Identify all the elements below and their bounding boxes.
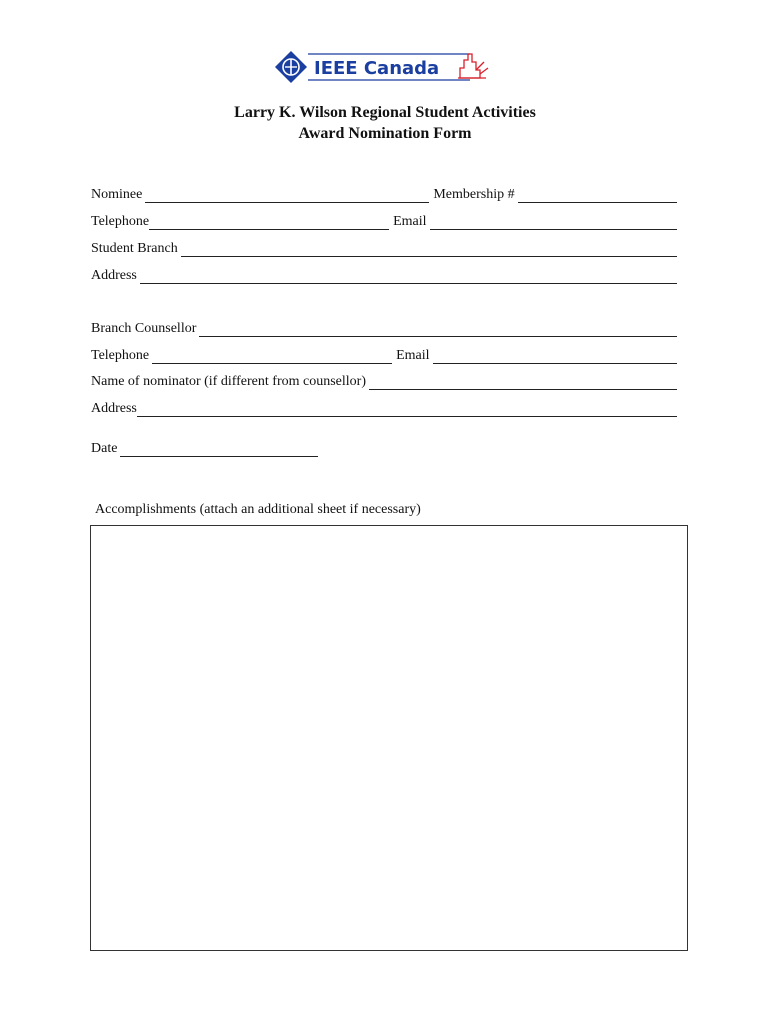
accomplishments-label: Accomplishments (attach an additional sheet if necessary) bbox=[95, 502, 421, 517]
nominator-row bbox=[91, 372, 677, 390]
counsellor-telephone-field[interactable] bbox=[152, 350, 392, 364]
date-label: Date bbox=[91, 441, 118, 456]
nominee-email-field[interactable] bbox=[430, 216, 677, 230]
date-field[interactable] bbox=[120, 443, 318, 457]
membership-label: Membership # bbox=[433, 187, 515, 202]
nominee-address-field[interactable] bbox=[140, 270, 677, 284]
accomplishments-box[interactable] bbox=[90, 525, 688, 951]
counsellor-address-row bbox=[91, 399, 677, 417]
ieee-canada-logo bbox=[272, 48, 496, 86]
branch-counsellor-label: Branch Counsellor bbox=[91, 321, 197, 336]
nominee-telephone-field[interactable] bbox=[149, 216, 389, 230]
nominee-telephone-row bbox=[91, 212, 677, 230]
nominee-address-label: Address bbox=[91, 268, 137, 283]
student-branch-row bbox=[91, 239, 677, 257]
branch-counsellor-row bbox=[91, 319, 677, 337]
counsellor-address-field[interactable] bbox=[137, 403, 677, 417]
nominee-label: Nominee bbox=[91, 187, 143, 202]
form-title-line2: Award Nomination Form bbox=[298, 125, 472, 142]
counsellor-address-label: Address bbox=[91, 401, 137, 416]
counsellor-telephone-label: Telephone bbox=[91, 348, 150, 363]
nominee-telephone-label: Telephone bbox=[91, 214, 150, 229]
logo-text: IEEE Canada bbox=[314, 58, 440, 79]
counsellor-email-field[interactable] bbox=[433, 350, 677, 364]
maple-leaf-icon bbox=[458, 54, 488, 78]
nominator-field[interactable] bbox=[369, 376, 677, 390]
nominee-row bbox=[91, 185, 677, 203]
student-branch-label: Student Branch bbox=[91, 241, 178, 256]
membership-field[interactable] bbox=[518, 189, 677, 203]
ieee-diamond-icon bbox=[275, 51, 307, 83]
nominee-address-row bbox=[91, 266, 677, 284]
branch-counsellor-field[interactable] bbox=[199, 323, 677, 337]
student-branch-field[interactable] bbox=[181, 243, 677, 257]
counsellor-email-label: Email bbox=[396, 348, 430, 363]
date-row bbox=[91, 439, 677, 457]
nominator-label: Name of nominator (if different from counsellor) bbox=[91, 374, 366, 389]
nominee-email-label: Email bbox=[393, 214, 427, 229]
form-title-line1: Larry K. Wilson Regional Student Activities bbox=[234, 104, 536, 121]
counsellor-telephone-row bbox=[91, 346, 677, 364]
nominee-field[interactable] bbox=[145, 189, 429, 203]
